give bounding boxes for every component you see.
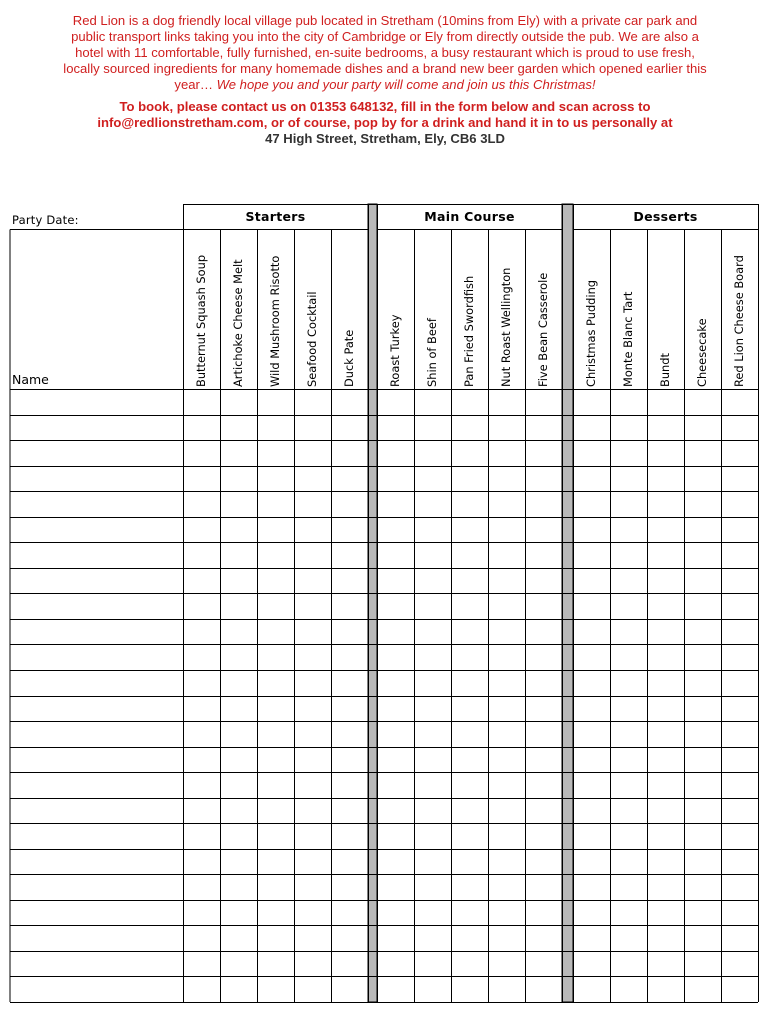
intro-line: Red Lion is a dog friendly local village pub located in Stretham (10mins from Ely) with a private car park and	[72, 13, 698, 28]
dish-header: Roast Turkey	[387, 314, 402, 387]
dish-header: Five Bean Casserole	[535, 272, 550, 387]
intro-line: locally sourced ingredients for many homemade dishes and a brand new beer garden which opened earlier this	[63, 61, 707, 76]
section-separator	[368, 204, 377, 1002]
dish-header: Shin of Beef	[424, 318, 439, 387]
dish-header: Bundt	[657, 353, 672, 387]
dish-header: Seafood Cocktail	[304, 291, 319, 387]
section-header-starters: Starters	[245, 209, 306, 224]
dish-header: Christmas Pudding	[583, 279, 598, 387]
section-header-desserts: Desserts	[633, 209, 698, 224]
intro-line: public transport links taking you into the city of Cambridge or Ely from directly outside the pub. We are also a	[71, 29, 699, 44]
dish-header: Cheesecake	[694, 318, 709, 387]
dish-header: Duck Pate	[341, 329, 356, 387]
booking-line: info@redlionstretham.com, or of course, pop by for a drink and hand it in to us personally at	[97, 115, 673, 130]
pub-address: 47 High Street, Stretham, Ely, CB6 3LD	[265, 131, 505, 146]
dish-header: Nut Roast Wellington	[498, 267, 513, 387]
intro-text: year…	[174, 77, 217, 92]
section-separator	[562, 204, 573, 1002]
dish-header: Pan Fried Swordfish	[461, 275, 476, 387]
party-date-label: Party Date:	[12, 213, 79, 227]
section-header-main-course: Main Course	[424, 209, 515, 224]
dish-header: Red Lion Cheese Board	[731, 255, 746, 387]
intro-line: hotel with 11 comfortable, fully furnished, en-suite bedrooms, a busy restaurant which is proud to use fresh,	[75, 45, 695, 60]
dish-header: Wild Mushroom Risotto	[267, 255, 282, 387]
dish-header: Butternut Squash Soup	[193, 254, 208, 387]
dish-header: Artichoke Cheese Melt	[230, 259, 245, 387]
booking-line: To book, please contact us on 01353 648132, fill in the form below and scan across to	[119, 99, 651, 114]
name-column-header: Name	[12, 372, 49, 387]
christmas-invite: We hope you and your party will come and join us this Christmas!	[216, 77, 596, 92]
dish-header: Monte Blanc Tart	[620, 291, 635, 387]
